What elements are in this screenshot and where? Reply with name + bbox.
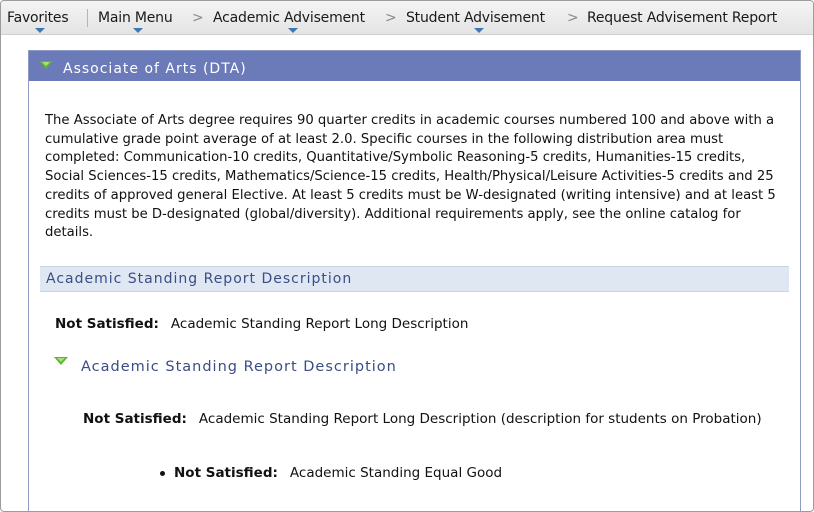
status-description: Academic Standing Equal Good — [289, 465, 503, 481]
main-menu-dropdown-icon[interactable] — [133, 28, 143, 33]
group-title: Associate of Arts (DTA) — [63, 61, 247, 77]
requirement-description: The Associate of Arts degree requires 90 quarter credits in academic courses numbered 100 and above with a cumulative grade point average of at least 2.0. Specific courses in the following distribution area must completed: Communication-10 credits, Quantitative/Symbolic Reasoning-5 credits, Humanities-15 credits, Social Sciences-15 credits, Mathematics/Science-15 credits, Health/Physical/Leisure Activities-5 credits and 25 credits of approved general Elective. At least 5 credits must be W-designated (writing intensive) and at least 5 credits must be D-designated (global/diversity). Additional requirements apply, see the online catalog for details. — [45, 113, 776, 241]
requirement-group-box — [28, 50, 801, 512]
status-row — [55, 316, 468, 332]
collapse-triangle-icon[interactable] — [39, 61, 53, 69]
nav-favorites[interactable]: Favorites — [7, 10, 69, 26]
academic-advisement-dropdown-icon[interactable] — [288, 28, 298, 33]
breadcrumb-nav — [1, 1, 813, 35]
group-header[interactable] — [29, 51, 800, 81]
section-header-title: Academic Standing Report Description — [46, 271, 353, 287]
list-item — [174, 465, 502, 481]
chevron-right-icon: > — [567, 10, 579, 26]
nav-academic-advisement[interactable]: Academic Advisement — [213, 10, 365, 26]
collapse-triangle-icon[interactable] — [54, 357, 68, 365]
status-label: Not Satisfied: — [174, 465, 278, 481]
status-description: Academic Standing Report Long Description (description for students on Probation) — [198, 411, 762, 427]
status-row — [83, 411, 762, 427]
nav-student-advisement[interactable]: Student Advisement — [406, 10, 545, 26]
bullet-icon — [160, 471, 165, 476]
favorites-dropdown-icon[interactable] — [35, 28, 45, 33]
status-label: Not Satisfied: — [83, 411, 187, 427]
chevron-right-icon: > — [192, 10, 204, 26]
nav-divider — [87, 9, 88, 27]
student-advisement-dropdown-icon[interactable] — [474, 28, 484, 33]
subsection-title[interactable]: Academic Standing Report Description — [81, 359, 397, 375]
status-description: Academic Standing Report Long Description — [170, 316, 469, 332]
status-label: Not Satisfied: — [55, 316, 159, 332]
section-header — [40, 266, 789, 292]
nav-request-advisement-report[interactable]: Request Advisement Report — [587, 10, 778, 26]
nav-main-menu[interactable]: Main Menu — [98, 10, 173, 26]
chevron-right-icon: > — [385, 10, 397, 26]
